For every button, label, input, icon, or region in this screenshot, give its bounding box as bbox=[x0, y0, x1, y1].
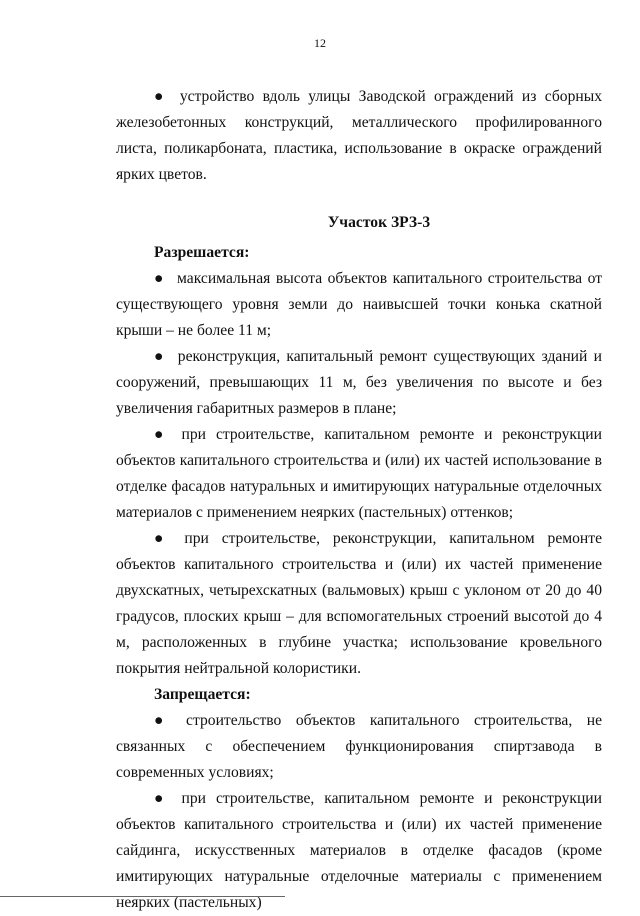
bullet-icon: ● bbox=[154, 530, 173, 547]
footer-rule bbox=[0, 896, 285, 897]
forbidden-item bbox=[116, 708, 602, 786]
page-number: 12 bbox=[314, 36, 326, 50]
forbidden-heading: Запрещается: bbox=[154, 686, 251, 703]
allowed-item-text: при строительстве, капитальном ремонте и реконструкции объектов капитального строительства и (или) их частей использование в отделке фасадов натуральных и имитирующих натуральные отделочных материалов с применением неярких (пастельных) оттенков; bbox=[116, 426, 602, 521]
allowed-item bbox=[116, 266, 602, 344]
allowed-item bbox=[116, 526, 602, 682]
document-body bbox=[116, 84, 602, 916]
allowed-heading: Разрешается: bbox=[154, 244, 250, 261]
forbidden-item-text: при строительстве, капитальном ремонте и реконструкции объектов капитального строительства и (или) их частей применение сайдинга, искусственных материалов в отделке фасадов (кроме имитирующих натуральные отделочные материалы с применением неярких (пастельных) bbox=[116, 790, 602, 911]
section-title: Участок ЗРЗ-3 bbox=[327, 214, 431, 231]
allowed-item-text: при строительстве, реконструкции, капитальном ремонте объектов капитального строительства и (или) их частей применение двухскатных, четырехскатных (вальмовых) крыш с уклоном от 20 до 40 градусов, плоских крыш – для вспомогательных строений высотой до 4 м, расположенных в глубине участка; использование кровельного покрытия нейтральной колористики. bbox=[116, 530, 603, 677]
bullet-icon: ● bbox=[154, 790, 170, 807]
bullet-icon: ● bbox=[154, 712, 175, 729]
bullet-icon: ● bbox=[154, 270, 166, 287]
intro-paragraph bbox=[116, 84, 602, 188]
allowed-item-text: реконструкция, капитальный ремонт существующих зданий и сооружений, превышающих 11 м, без увеличения по высоте и без увеличения габаритных размеров в плане; bbox=[116, 348, 602, 417]
intro-text: устройство вдоль улицы Заводской ограждений из сборных железобетонных конструкций, металлического профилированного листа, поликарбоната, пластика, использование в окраске ограждений ярких цветов. bbox=[116, 88, 602, 183]
allowed-item-text: максимальная высота объектов капитального строительства от существующего уровня земли до наивысшей точки конька скатной крыши – не более 11 м; bbox=[116, 270, 603, 339]
bullet-icon: ● bbox=[154, 348, 166, 365]
bullet-icon: ● bbox=[154, 88, 168, 105]
allowed-item bbox=[116, 344, 602, 422]
bullet-icon: ● bbox=[154, 426, 170, 443]
allowed-item bbox=[116, 422, 602, 526]
forbidden-item-text: строительство объектов капитального строительства, не связанных с обеспечением функционирования спиртзавода в современных условиях; bbox=[116, 712, 602, 781]
